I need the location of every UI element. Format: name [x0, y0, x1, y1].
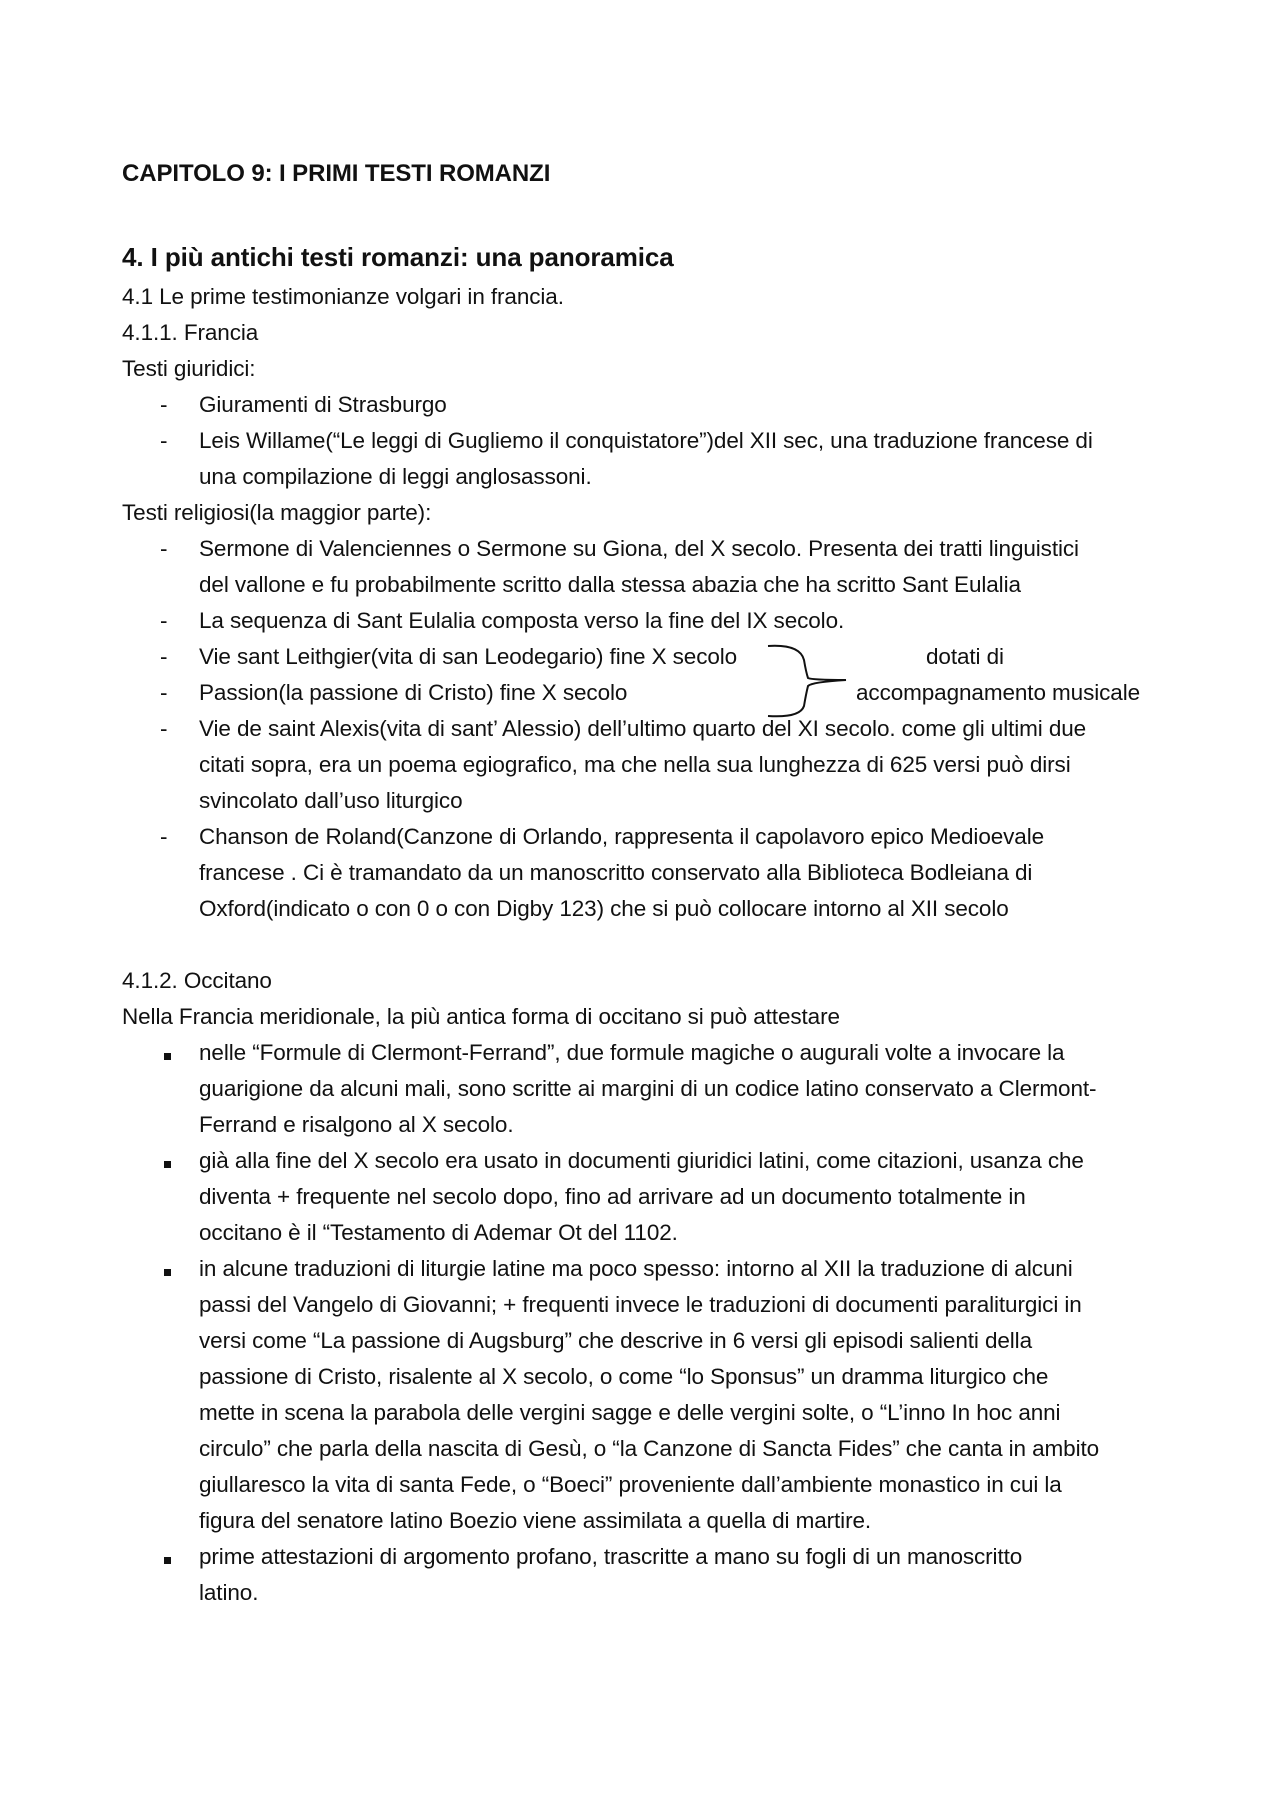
list-item-line: passi del Vangelo di Giovanni; + frequenti invece le traduzioni di documenti paraliturgici in [199, 1292, 1082, 1317]
list-item-line: passione di Cristo, risalente al X secolo, o come “lo Sponsus” un dramma liturgico che [199, 1364, 1049, 1389]
list-item-line: circulo” che parla della nascita di Gesù, o “la Canzone di Sancta Fides” che canta in ambito [199, 1436, 1100, 1461]
dash-bullet: - [160, 608, 168, 633]
list-item-line: Ferrand e risalgono al X secolo. [199, 1112, 514, 1137]
subsection-heading: 4.1 Le prime testimonianze volgari in francia. [122, 284, 564, 309]
dash-bullet: - [160, 716, 168, 741]
dash-bullet: - [160, 428, 168, 453]
square-bullet-icon [164, 1557, 171, 1564]
list-item-line: La sequenza di Sant Eulalia composta verso la fine del IX secolo. [199, 608, 845, 633]
list-heading: Testi giuridici: [122, 356, 256, 381]
list-item-line: giullaresco la vita di santa Fede, o “Boeci” proveniente dall’ambiente monastico in cui la [199, 1472, 1062, 1497]
square-bullet-icon [164, 1269, 171, 1276]
list-item-line: una compilazione di leggi anglosassoni. [199, 464, 592, 489]
list-heading: Testi religiosi(la maggior parte): [122, 500, 432, 525]
chapter-title: CAPITOLO 9: I PRIMI TESTI ROMANZI [122, 160, 551, 187]
list-item-line: del vallone e fu probabilmente scritto dalla stessa abazia che ha scritto Sant Eulalia [199, 572, 1021, 597]
list-item-line: Vie sant Leithgier(vita di san Leodegario) fine X secolo [199, 644, 738, 669]
dash-bullet: - [160, 644, 168, 669]
list-item-line: in alcune traduzioni di liturgie latine ma poco spesso: intorno al XII la traduzione di alcuni [199, 1256, 1073, 1281]
list-item-line: prime attestazioni di argomento profano, trascritte a mano su fogli di un manoscritto [199, 1544, 1023, 1569]
list-item-line: Passion(la passione di Cristo) fine X secolo [199, 680, 628, 705]
dash-bullet: - [160, 536, 168, 561]
list-item-line: francese . Ci è tramandato da un manoscritto conservato alla Biblioteca Bodleiana di [199, 860, 1033, 885]
paragraph-line: Nella Francia meridionale, la più antica forma di occitano si può attestare [122, 1004, 840, 1029]
list-item-line: versi come “La passione di Augsburg” che descrive in 6 versi gli episodi salienti della [199, 1328, 1032, 1353]
list-item-line: già alla fine del X secolo era usato in documenti giuridici latini, come citazioni, usanza che [199, 1148, 1084, 1173]
list-item-line: figura del senatore latino Boezio viene assimilata a quella di martire. [199, 1508, 872, 1533]
dash-bullet: - [160, 824, 168, 849]
brace-note: accompagnamento musicale [856, 680, 1141, 705]
list-item-line: Leis Willame(“Le leggi di Gugliemo il conquistatore”)del XII sec, una traduzione francese di [199, 428, 1093, 453]
section-title: 4. I più antichi testi romanzi: una panoramica [122, 242, 674, 272]
brace-note: dotati di [926, 644, 1004, 669]
list-item-line: Sermone di Valenciennes o Sermone su Giona, del X secolo. Presenta dei tratti linguistici [199, 536, 1079, 561]
list-item-line: Chanson de Roland(Canzone di Orlando, rappresenta il capolavoro epico Medioevale [199, 824, 1045, 849]
list-item-line: Oxford(indicato o con 0 o con Digby 123) che si può collocare intorno al XII secolo [199, 896, 1009, 921]
square-bullet-icon [164, 1053, 171, 1060]
list-item-line: latino. [199, 1580, 259, 1605]
dash-bullet: - [160, 680, 168, 705]
list-item-line: occitano è il “Testamento di Ademar Ot del 1102. [199, 1220, 678, 1245]
subsection-heading: 4.1.1. Francia [122, 320, 259, 345]
list-item-line: guarigione da alcuni mali, sono scritte ai margini di un codice latino conservato a Clermont- [199, 1076, 1097, 1101]
list-item-line: nelle “Formule di Clermont-Ferrand”, due formule magiche o augurali volte a invocare la [199, 1040, 1065, 1065]
subsection-heading: 4.1.2. Occitano [122, 968, 272, 993]
list-item-line: Vie de saint Alexis(vita di sant’ Alessio) dell’ultimo quarto del XI secolo. come gli ultimi due [199, 716, 1087, 741]
square-bullet-icon [164, 1161, 171, 1168]
list-item-line: mette in scena la parabola delle vergini sagge e delle vergini solte, o “L’inno In hoc anni [199, 1400, 1061, 1425]
list-item-line: svincolato dall’uso liturgico [199, 788, 463, 813]
list-item-line: Giuramenti di Strasburgo [199, 392, 447, 417]
list-item-line: citati sopra, era un poema egiografico, ma che nella sua lunghezza di 625 versi può dirsi [199, 752, 1071, 777]
dash-bullet: - [160, 392, 168, 417]
curly-brace-icon [760, 642, 860, 722]
list-item-line: diventa + frequente nel secolo dopo, fino ad arrivare ad un documento totalmente in [199, 1184, 1026, 1209]
